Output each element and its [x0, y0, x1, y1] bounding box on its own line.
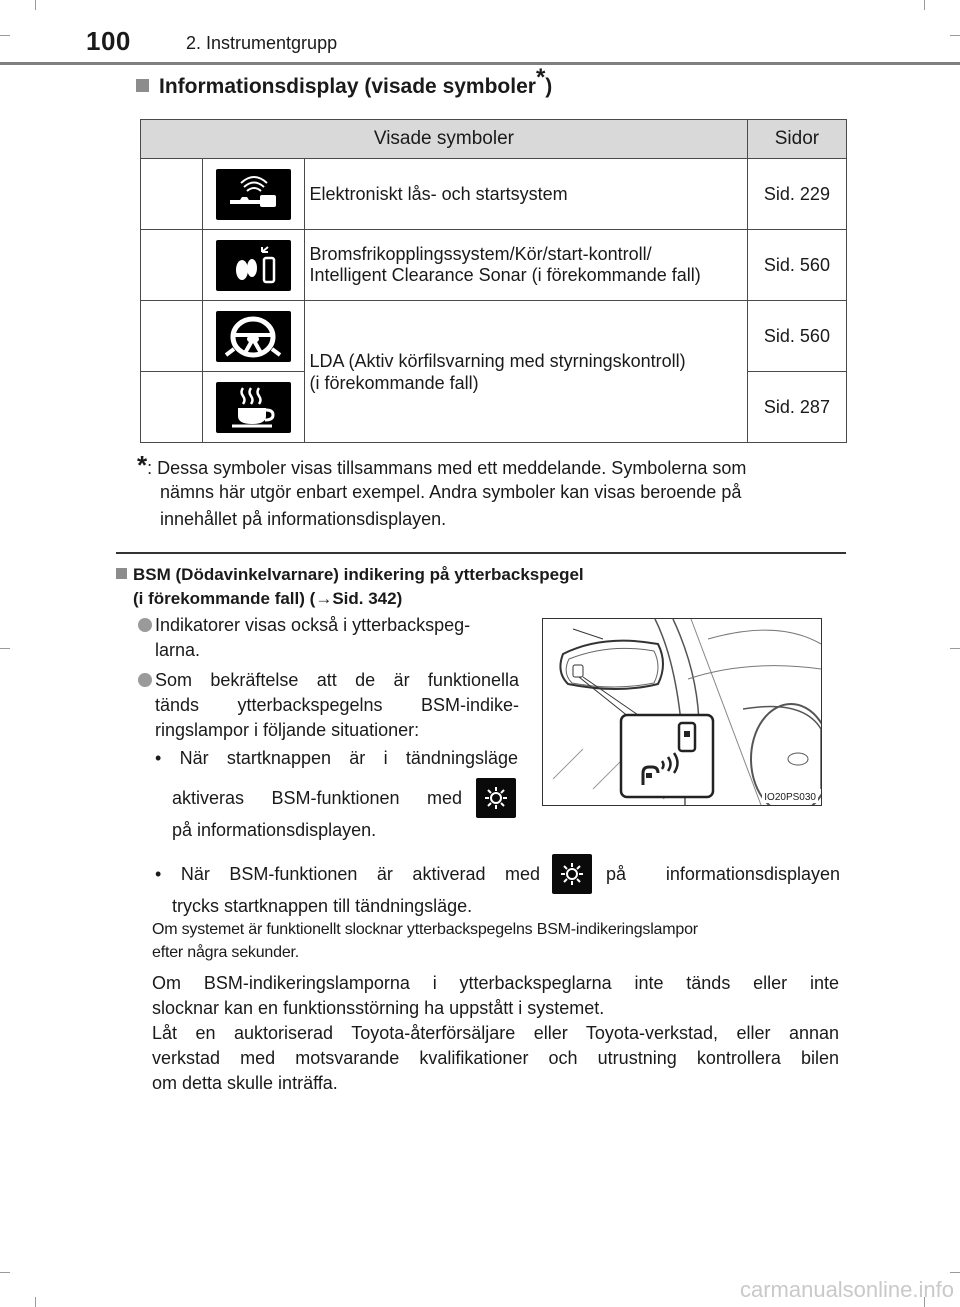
crop-mark [950, 35, 960, 36]
sub-bullet-line: • När BSM-funktionen är aktiverad med [155, 864, 540, 884]
table-row [141, 230, 847, 301]
header-rule [0, 62, 960, 65]
bsm-settings-icon [476, 778, 516, 818]
bsm-title: BSM (Dödavinkelvarnare) indikering på ytterbackspegel (i förekommande fall) (→Sid. 342) [116, 563, 584, 611]
bsm-bullet: Indikatorer visas också i ytterbackspeg- larna. [138, 613, 519, 663]
bsm-bullet: Som bekräftelse att de är funktionella tänds ytterbackspegelns BSM-indike- ringslampor i följande situationer: [138, 668, 519, 743]
crop-mark [0, 648, 10, 649]
sub-bullet-line: på informationsdisplayen. [172, 820, 377, 840]
figure-code: IO20PS030 [764, 792, 816, 803]
crop-mark [0, 35, 10, 36]
smart-key-icon [216, 169, 291, 220]
row-desc-line: Bromsfrikopplingssystem/Kör/start-kontroll/ [309, 244, 652, 264]
brake-hold-icon [216, 240, 291, 291]
round-bullet-icon [138, 673, 152, 687]
crop-mark [950, 1272, 960, 1273]
note-text: Om systemet är funktionellt slocknar ytterbackspegelns BSM-indikeringslampor efter några sekunder. [152, 921, 698, 961]
section-title: Informationsdisplay (visade symboler*) [136, 75, 552, 99]
table-row [141, 159, 847, 230]
crop-mark [924, 0, 925, 10]
row-page: Sid. 560 [747, 301, 846, 372]
row-page: Sid. 287 [747, 372, 846, 443]
sub-bullet-line: trycks startknappen till tändningsläge. [172, 896, 473, 916]
crop-mark [950, 648, 960, 649]
coffee-cup-icon [216, 382, 291, 433]
row-desc: Elektroniskt lås- och startsystem [304, 159, 747, 230]
watermark: carmanualsonline.info [739, 1277, 954, 1302]
paragraph: Om BSM-indikeringslamporna i ytterbackspeglarna inte tänds eller inte slocknar kan en funktionsstörning ha uppstått i systemet. Låt en auktoriserad Toyota-återförsäljare eller Toyota-verkstad, eller annan verkstad med motsvarande kvalifikationer och utrustning kontrollera bilen om detta skulle inträffa. [152, 973, 839, 1093]
col-header-pages: Sidor [747, 120, 846, 159]
crop-mark [0, 1272, 10, 1273]
square-bullet-icon [136, 79, 149, 92]
square-bullet-icon [116, 568, 127, 579]
row-desc-line: Intelligent Clearance Sonar (i förekommande fall) [309, 265, 701, 285]
table-header-row [141, 120, 847, 159]
crop-mark [35, 0, 36, 10]
page-number: 100 [86, 26, 131, 56]
sub-bullet-line: aktiveras BSM-funktionen med [172, 788, 462, 808]
row-desc-line: LDA (Aktiv körfilsvarning med styrningskontroll) [309, 350, 686, 371]
arrow-icon: → [315, 589, 333, 608]
table-row [141, 301, 847, 372]
symbols-table [140, 119, 847, 443]
bsm-settings-icon [552, 854, 592, 894]
page-reference-link[interactable]: Sid. 342) [332, 589, 403, 608]
chapter-title: 2. Instrumentgrupp [186, 33, 338, 53]
round-bullet-icon [138, 618, 152, 632]
crop-mark [35, 1297, 36, 1307]
steering-wheel-icon [216, 311, 291, 362]
section-divider [116, 552, 846, 554]
sub-bullet-line: på informationsdisplayen [606, 864, 840, 884]
table-footnote: *: Dessa symboler visas tillsammans med ett meddelande. Symbolerna som nämns här utgör enbart exempel. Andra symboler kan visas beroende på innehållet på informationsdisplayen. [137, 450, 747, 529]
row-page: Sid. 229 [747, 159, 846, 230]
row-desc-line: (i förekommande fall) [309, 372, 479, 393]
mirror-illustration [542, 618, 822, 806]
row-page: Sid. 560 [747, 230, 846, 301]
col-header-symbols: Visade symboler [141, 120, 748, 159]
sub-bullet-line: • När startknappen är i tändningsläge [155, 748, 518, 768]
